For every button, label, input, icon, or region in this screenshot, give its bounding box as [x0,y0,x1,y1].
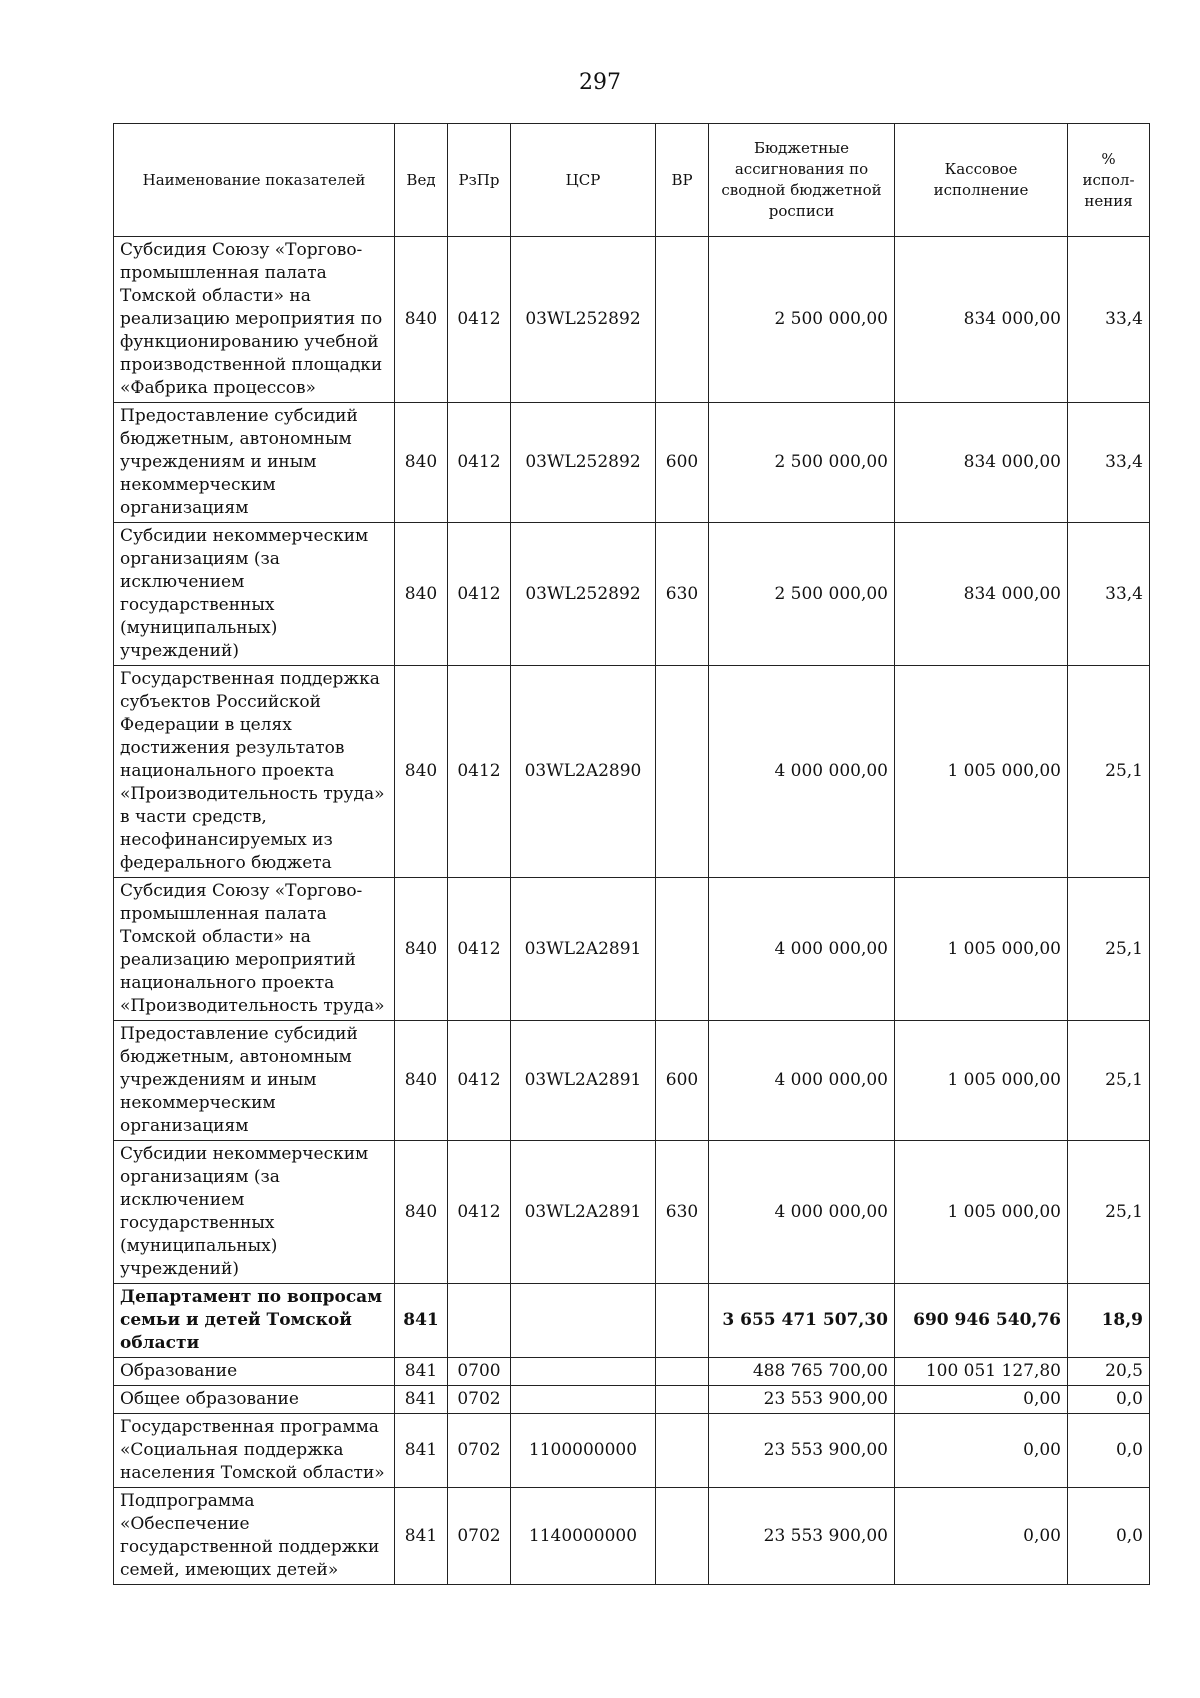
cell-ved: 841 [395,1358,448,1386]
cell-rzpr: 0702 [448,1386,511,1414]
cell-cash: 1 005 000,00 [895,1141,1068,1284]
table-row [114,523,1150,666]
cell-cash: 0,00 [895,1488,1068,1585]
cell-percent: 0,0 [1068,1414,1150,1488]
cell-budget: 23 553 900,00 [709,1488,895,1585]
cell-vr [656,1414,709,1488]
cell-vr [656,1488,709,1585]
cell-csr: 03WL252892 [511,403,656,523]
cell-ved: 840 [395,237,448,403]
cell-rzpr: 0412 [448,666,511,878]
cell-cash: 690 946 540,76 [895,1284,1068,1358]
cell-ved: 840 [395,1021,448,1141]
cell-csr: 03WL2A2891 [511,1021,656,1141]
cell-cash: 834 000,00 [895,237,1068,403]
cell-csr: 03WL2A2890 [511,666,656,878]
cell-rzpr: 0700 [448,1358,511,1386]
cell-percent: 25,1 [1068,1021,1150,1141]
cell-csr [511,1284,656,1358]
cell-ved: 840 [395,523,448,666]
cell-ved: 841 [395,1488,448,1585]
page-number: 297 [579,70,621,95]
cell-budget: 23 553 900,00 [709,1414,895,1488]
cell-rzpr: 0412 [448,403,511,523]
cell-name: Предоставление субсидий бюджетным, автономным учреждениям и иным некоммерческим организациям [114,403,395,523]
cell-budget: 4 000 000,00 [709,1141,895,1284]
cell-budget: 4 000 000,00 [709,666,895,878]
cell-rzpr: 0702 [448,1488,511,1585]
cell-cash: 1 005 000,00 [895,666,1068,878]
cell-vr [656,666,709,878]
cell-csr: 1100000000 [511,1414,656,1488]
cell-vr: 600 [656,403,709,523]
table-row [114,1358,1150,1386]
table-row [114,666,1150,878]
cell-percent: 33,4 [1068,403,1150,523]
cell-percent: 20,5 [1068,1358,1150,1386]
cell-vr [656,1358,709,1386]
cell-budget: 488 765 700,00 [709,1358,895,1386]
cell-rzpr: 0412 [448,237,511,403]
cell-cash: 0,00 [895,1386,1068,1414]
cell-vr [656,878,709,1021]
cell-name: Государственная программа «Социальная поддержка населения Томской области» [114,1414,395,1488]
cell-ved: 841 [395,1414,448,1488]
cell-ved: 841 [395,1386,448,1414]
cell-rzpr: 0412 [448,1021,511,1141]
table-row [114,1488,1150,1585]
cell-ved: 840 [395,403,448,523]
cell-budget: 2 500 000,00 [709,523,895,666]
cell-csr: 1140000000 [511,1488,656,1585]
cell-percent: 0,0 [1068,1386,1150,1414]
header-csr: ЦСР [511,124,656,237]
cell-csr: 03WL2A2891 [511,878,656,1021]
cell-budget: 4 000 000,00 [709,1021,895,1141]
table-row [114,1414,1150,1488]
cell-csr: 03WL2A2891 [511,1141,656,1284]
cell-vr [656,1284,709,1358]
cell-cash: 1 005 000,00 [895,1021,1068,1141]
budget-table [113,123,1150,1585]
cell-ved: 840 [395,878,448,1021]
cell-name: Субсидия Союзу «Торгово-промышленная палата Томской области» на реализацию мероприятия по функционированию учебной производственной площадки «Фабрика процессов» [114,237,395,403]
header-rzpr: РзПр [448,124,511,237]
cell-rzpr: 0412 [448,1141,511,1284]
cell-ved: 841 [395,1284,448,1358]
cell-vr [656,1386,709,1414]
cell-name: Государственная поддержка субъектов Российской Федерации в целях достижения результатов национального проекта «Производительность труда» в части средств, несофинансируемых из федерального бюджета [114,666,395,878]
header-ved: Вед [395,124,448,237]
cell-cash: 834 000,00 [895,523,1068,666]
table-row [114,403,1150,523]
table-header-row [114,124,1150,237]
table-row [114,1141,1150,1284]
cell-rzpr: 0702 [448,1414,511,1488]
cell-name: Общее образование [114,1386,395,1414]
cell-csr: 03WL252892 [511,523,656,666]
cell-name: Субсидии некоммерческим организациям (за исключением государственных (муниципальных) учреждений) [114,523,395,666]
header-cash: Кассовое исполнение [895,124,1068,237]
cell-cash: 834 000,00 [895,403,1068,523]
cell-vr [656,237,709,403]
cell-percent: 25,1 [1068,1141,1150,1284]
cell-name: Подпрограмма «Обеспечение государственной поддержки семей, имеющих детей» [114,1488,395,1585]
cell-budget: 4 000 000,00 [709,878,895,1021]
cell-name: Субсидии некоммерческим организациям (за исключением государственных (муниципальных) учреждений) [114,1141,395,1284]
cell-budget: 2 500 000,00 [709,403,895,523]
cell-cash: 1 005 000,00 [895,878,1068,1021]
cell-rzpr: 0412 [448,878,511,1021]
header-vr: ВР [656,124,709,237]
header-name: Наименование показателей [114,124,395,237]
cell-percent: 0,0 [1068,1488,1150,1585]
cell-percent: 18,9 [1068,1284,1150,1358]
header-percent: % испол-нения [1068,124,1150,237]
cell-percent: 33,4 [1068,523,1150,666]
cell-name: Субсидия Союзу «Торгово-промышленная палата Томской области» на реализацию мероприятий национального проекта «Производительность труда» [114,878,395,1021]
cell-csr [511,1386,656,1414]
cell-name: Предоставление субсидий бюджетным, автономным учреждениям и иным некоммерческим организациям [114,1021,395,1141]
cell-vr: 630 [656,1141,709,1284]
table-row [114,1386,1150,1414]
cell-cash: 100 051 127,80 [895,1358,1068,1386]
cell-percent: 33,4 [1068,237,1150,403]
table-row [114,237,1150,403]
cell-name: Департамент по вопросам семьи и детей Томской области [114,1284,395,1358]
cell-csr: 03WL252892 [511,237,656,403]
cell-cash: 0,00 [895,1414,1068,1488]
table-row [114,878,1150,1021]
cell-rzpr: 0412 [448,523,511,666]
cell-ved: 840 [395,666,448,878]
cell-percent: 25,1 [1068,878,1150,1021]
cell-budget: 23 553 900,00 [709,1386,895,1414]
header-budget: Бюджетные ассигнования по сводной бюджетной росписи [709,124,895,237]
table-row-department [114,1284,1150,1358]
cell-vr: 600 [656,1021,709,1141]
cell-budget: 3 655 471 507,30 [709,1284,895,1358]
cell-percent: 25,1 [1068,666,1150,878]
cell-ved: 840 [395,1141,448,1284]
cell-csr [511,1358,656,1386]
table-row [114,1021,1150,1141]
cell-vr: 630 [656,523,709,666]
cell-rzpr [448,1284,511,1358]
cell-budget: 2 500 000,00 [709,237,895,403]
cell-name: Образование [114,1358,395,1386]
